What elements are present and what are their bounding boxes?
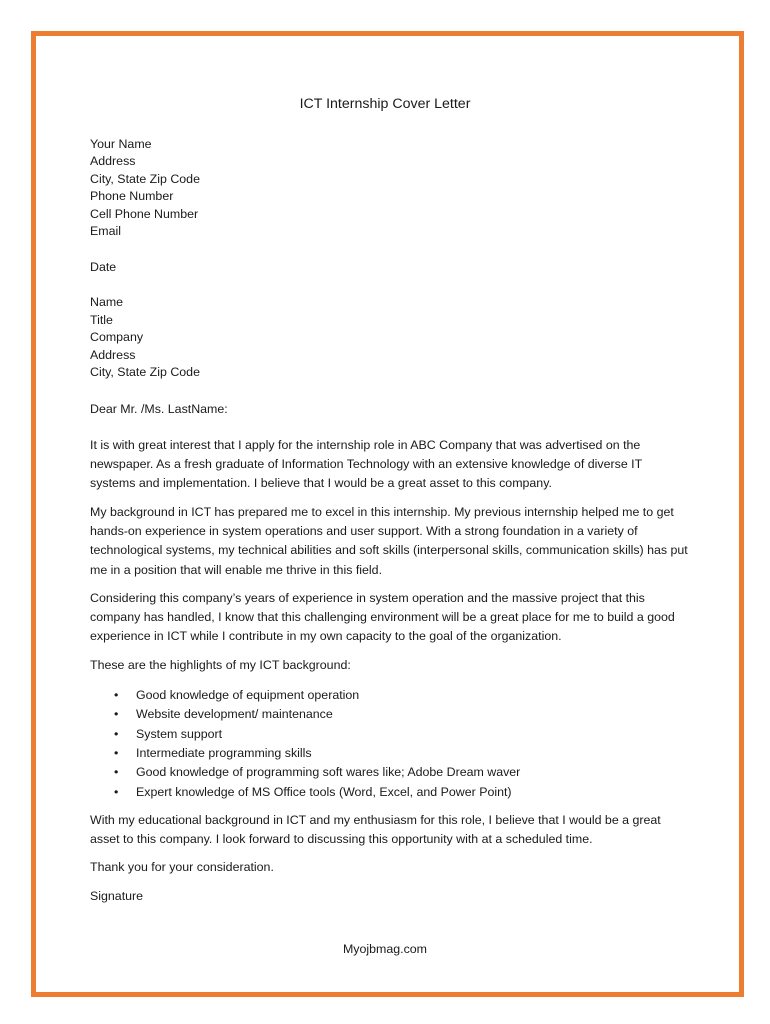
salutation: Dear Mr. /Ms. LastName: — [90, 401, 228, 416]
body-paragraph: These are the highlights of my ICT background: — [90, 657, 351, 672]
document-title: ICT Internship Cover Letter — [299, 96, 471, 112]
sender-line: Cell Phone Number — [90, 206, 199, 221]
sender-line: Your Name — [90, 136, 152, 151]
recipient-line: Address — [90, 347, 136, 362]
list-item: • Expert knowledge of MS Office tools (Word, Excel, and Power Point) — [136, 783, 690, 802]
thank-you-line: Thank you for your consideration. — [90, 860, 274, 875]
sender-line: Phone Number — [90, 189, 174, 203]
footer-website: Myojbmag.com — [342, 942, 427, 956]
sender-line: Address — [90, 154, 136, 168]
date-line: Date — [90, 259, 117, 274]
sender-address-block — [90, 136, 690, 241]
closing-paragraph: With my educational background in ICT and my enthusiasm for this role, I believe that I would be a great asset to this company. I look forward to discussing this opportunity with at a scheduled time. — [90, 812, 661, 847]
date-block — [90, 259, 690, 277]
list-item: • System support — [136, 725, 690, 744]
recipient-line: City, State Zip Code — [90, 365, 200, 379]
recipient-line: Company — [90, 330, 144, 344]
sender-line: City, State Zip Code — [90, 171, 200, 186]
body-paragraph: Considering this company’s years of experience in system operation and the massive project that this company has handled, I know that this challenging environment will be a great place for me to build a good experience in ICT while I contribute in my own capacity to the goal of the organization. — [90, 590, 675, 644]
sender-line: Email — [90, 224, 121, 238]
list-item: • Good knowledge of equipment operation — [136, 686, 690, 705]
recipient-line: Title — [90, 312, 113, 327]
list-item: • Good knowledge of programming soft wares like; Adobe Dream waver — [136, 763, 690, 782]
list-item: • Website development/ maintenance — [136, 705, 690, 724]
highlights-list — [90, 686, 690, 802]
recipient-address-block — [90, 294, 690, 382]
signature-line: Signature — [90, 888, 144, 903]
letter-body — [90, 96, 690, 915]
recipient-line: Name — [90, 295, 124, 309]
body-paragraph: It is with great interest that I apply for the internship role in ABC Company that was advertised on the newspaper. As a fresh graduate of Information Technology with an extensive knowledge of diverse IT systems and implementation. I believe that I would be a great asset to this company. — [90, 437, 642, 491]
list-item: • Intermediate programming skills — [136, 744, 690, 763]
body-paragraph: My background in ICT has prepared me to excel in this internship. My previous internship helped me to get hands-on experience in system operations and user support. With a strong foundation in a variety of technological systems, my technical abilities and soft skills (interpersonal skills, communication skills) has put me in a position that will enable me thrive in this field. — [90, 504, 688, 577]
